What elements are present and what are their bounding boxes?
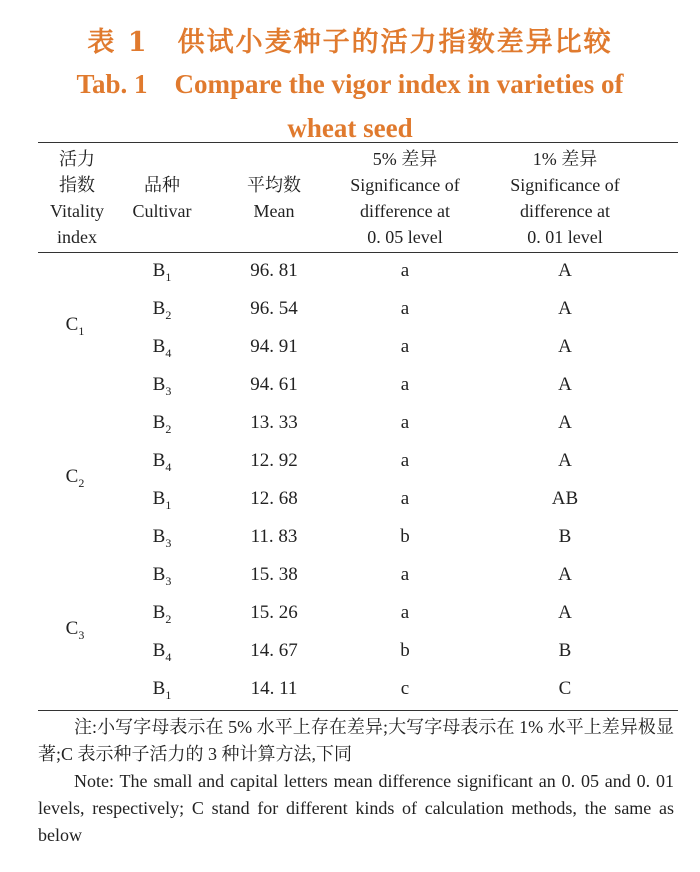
header-sig1-line: Significance of — [510, 175, 620, 195]
sig5-cell: a — [400, 564, 410, 585]
header-vitality — [38, 146, 116, 250]
mean-cell: 14. 11 — [250, 678, 298, 699]
cultivar-letter: B — [152, 526, 166, 547]
group-letter: C — [65, 466, 79, 487]
header-vitality-line: 指数 — [59, 175, 95, 195]
mean-cell: 13. 33 — [250, 412, 298, 433]
sig1-cell: B — [558, 526, 572, 547]
header-mean-line: Mean — [253, 201, 295, 221]
sig1-cell: C — [558, 678, 572, 699]
mean-cell: 96. 54 — [250, 298, 298, 319]
cultivar-letter: B — [152, 564, 166, 585]
mean-cell: 12. 92 — [250, 450, 298, 471]
table-row — [0, 670, 700, 708]
table-row — [0, 404, 700, 442]
header-mean — [230, 172, 318, 224]
cultivar-letter: B — [152, 450, 166, 471]
header-sig1-line: 1% 差异 — [532, 149, 598, 169]
sig5-cell: a — [400, 260, 410, 281]
cultivar-subscript: 2 — [165, 307, 172, 322]
table-row — [0, 556, 700, 594]
sig1-cell: A — [558, 564, 572, 585]
sig5-cell: a — [400, 450, 410, 471]
mean-cell: 94. 91 — [250, 336, 298, 357]
header-cultivar-line: Cultivar — [132, 201, 192, 221]
table-row — [0, 480, 700, 518]
cultivar-subscript: 4 — [165, 345, 172, 360]
cultivar-subscript: 1 — [165, 687, 172, 702]
sig5-cell: a — [400, 374, 410, 395]
cultivar-letter: B — [152, 678, 166, 699]
header-sig5 — [330, 146, 480, 250]
table-row — [0, 366, 700, 404]
header-sig1 — [490, 146, 640, 250]
group-letter: C — [65, 314, 79, 335]
group-subscript: 2 — [78, 475, 85, 490]
sig5-cell: b — [400, 640, 410, 661]
cultivar-letter: B — [152, 412, 166, 433]
note-en: Note: The small and capital letters mean difference significant an 0. 05 and 0. 01 levels, respectively; C stand for different kinds of calculation methods, the same as below — [38, 771, 674, 845]
sig5-cell: a — [400, 488, 410, 509]
header-sig5-line: 5% 差异 — [372, 149, 438, 169]
mean-cell: 96. 81 — [250, 260, 298, 281]
cultivar-subscript: 4 — [165, 459, 172, 474]
cultivar-letter: B — [152, 336, 166, 357]
mean-cell: 15. 26 — [250, 602, 298, 623]
header-vitality-line: index — [57, 227, 97, 247]
mean-cell: 15. 38 — [250, 564, 298, 585]
header-sig1-line: 0. 01 level — [527, 227, 603, 247]
sig1-cell: A — [558, 602, 572, 623]
sig5-cell: b — [400, 526, 410, 547]
table-row — [0, 290, 700, 328]
group-letter: C — [65, 618, 79, 639]
table-row — [0, 442, 700, 480]
header-sig5-line: difference at — [359, 201, 451, 221]
header-cultivar-line: 品种 — [144, 175, 180, 195]
header-vitality-line: Vitality — [50, 201, 104, 221]
cultivar-letter: B — [152, 488, 166, 509]
table-title-en: Tab. 1 Compare the vigor index in varieties of wheat seed — [76, 69, 624, 143]
mean-cell: 11. 83 — [250, 526, 298, 547]
table-row — [0, 328, 700, 366]
sig1-cell: A — [558, 412, 572, 433]
sig5-cell: a — [400, 336, 410, 357]
cultivar-subscript: 2 — [165, 421, 172, 436]
sig1-cell: A — [558, 450, 572, 471]
cultivar-subscript: 3 — [165, 383, 172, 398]
bottom-rule — [38, 710, 678, 711]
cultivar-letter: B — [152, 260, 166, 281]
mean-cell: 94. 61 — [250, 374, 298, 395]
cultivar-subscript: 4 — [165, 649, 172, 664]
sig1-cell: A — [558, 298, 572, 319]
mean-cell: 14. 67 — [250, 640, 298, 661]
mean-cell: 12. 68 — [250, 488, 298, 509]
note-cn: 注:小写字母表示在 5% 水平上存在差异;大写字母表示在 1% 水平上差异极显著;C 表示种子活力的 3 种计算方法,下同 — [38, 717, 674, 764]
cultivar-cell — [122, 670, 202, 714]
cultivar-letter: B — [152, 602, 166, 623]
header-sig5-line: 0. 05 level — [367, 227, 443, 247]
sig1-cell: AB — [551, 488, 579, 509]
header-sig5-line: Significance of — [350, 175, 460, 195]
cultivar-letter: B — [152, 374, 166, 395]
group-subscript: 1 — [78, 323, 85, 338]
cultivar-subscript: 3 — [165, 535, 172, 550]
sig5-cell: a — [400, 602, 410, 623]
sig1-cell: B — [558, 640, 572, 661]
table-row — [0, 594, 700, 632]
sig5-cell: c — [400, 678, 410, 699]
table-row — [0, 632, 700, 670]
note — [38, 714, 674, 849]
cultivar-letter: B — [152, 640, 166, 661]
table-row — [0, 252, 700, 290]
table-title-cn: 表 1 供试小麦种子的活力指数差异比较 — [87, 27, 613, 58]
cultivar-subscript: 2 — [165, 611, 172, 626]
cultivar-subscript: 1 — [165, 269, 172, 284]
header-sig1-line: difference at — [519, 201, 611, 221]
sig5-cell: a — [400, 412, 410, 433]
header-vitality-line: 活力 — [59, 149, 95, 169]
header-mean-line: 平均数 — [247, 175, 301, 195]
sig1-cell: A — [558, 336, 572, 357]
cultivar-letter: B — [152, 298, 166, 319]
cultivar-subscript: 3 — [165, 573, 172, 588]
cultivar-subscript: 1 — [165, 497, 172, 512]
sig5-cell: a — [400, 298, 410, 319]
top-rule — [38, 142, 678, 143]
sig1-cell: A — [558, 260, 572, 281]
table-row — [0, 518, 700, 556]
group-subscript: 3 — [78, 627, 85, 642]
header-cultivar — [122, 172, 202, 224]
sig1-cell: A — [558, 374, 572, 395]
